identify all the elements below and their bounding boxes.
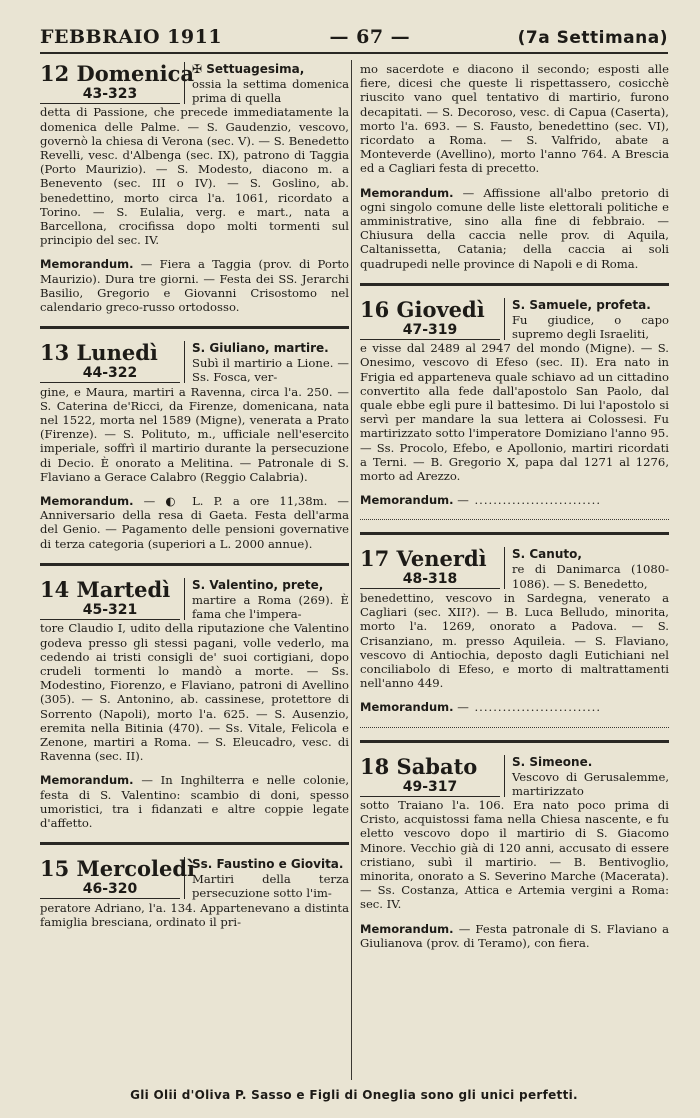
saint-name: S. Simeone. [512,754,593,769]
day-title: 13 Lunedì [40,340,158,366]
day-number: 47-319 [360,322,500,340]
dotted-rule [360,727,669,728]
memorandum-label: Memorandum. [360,185,454,200]
day-number: 49-317 [360,779,500,797]
dotted-rule [360,519,669,520]
side-text: ossia la settima domenica prima di quella [192,77,349,106]
memorandum-label: Memorandum. [40,773,134,788]
saint-name: S. Canuto, [512,547,582,562]
section-rule [40,326,349,329]
entry-body: benedettino, vescovo in Sardegna, venerato a Cagliari (sec. XII?). — B. Luca Belludo, minorita, morto l'a. 1269, onorato a Padova. — S. Crisanziano, m. presso Aquileia. — S. Flaviano, vescovo di Antiochia, deposto dagli Eutichiani nel conciliabolo di Efeso, e morto di maltrattamenti nell'anno 449. [360,590,669,691]
day-title: 14 Martedì [40,576,171,602]
entry-body: peratore Adriano, l'a. 134. Appartenevano a distinta famiglia bresciana, ordinato il pri- [40,900,349,929]
day-entry-15-continued [360,62,669,271]
side-text: martire a Roma (269). È fama che l'impera- [192,592,349,622]
memorandum-blank: — ........................... [457,493,602,508]
entry-body: sotto Traiano l'a. 106. Era nato poco prima di Cristo, acquistossi fama nella Chiesa nascente, e fu eletto vescovo dopo il martirio di S. Giacomo Minore. Vecchio già di 120 anni, accusato di essere cristiano, subì il martirio. — B. Bentivoglio, minorita, onorato a S. Severino Marche (Macerata). — Ss. Costanza, Attica e Artemia vergini a Roma: sec. IV. [360,797,669,912]
day-entry-17 [360,547,669,727]
memorandum [40,773,349,830]
day-number: 46-320 [40,881,180,899]
side-text: Subì il martirio a Lione. — Ss. Fosca, ver- [192,356,349,385]
memorandum [360,493,669,507]
side-text: Vescovo di Gerusalemme, martirizzato [512,769,669,798]
memorandum [360,186,669,271]
entry-body: detta di Passione, che precede immediatamente la domenica delle Palme. — S. Gaudenzio, vescovo, governò la chiesa di Verona (sec. V). — S. Benedetto Revelli, vesc. d'Albenga (sec. IX), patrono di Taggia (Porto Maurizio). — S. Modesto, diacono m. a Benevento (sec. III o IV). — S. Goslino, ab. benedettino, morto circa l'a. 1061, ricordato a Torino. — S. Eulalia, verg. e mart., nata a Barcellona, crocifissa dopo molti tormenti sul principio del sec. IV. [40,105,349,248]
day-title: 16 Giovedì [360,296,485,322]
entry-body: tore Claudio I, udito della riputazione che Valentino godeva presso gli stessi pagani, volle vederlo, ma cedendo ai tristi consigli de' suoi cortigiani, dopo crudeli tormenti lo mandò a morte. — Ss. Modestino, Fiorenzo, e Flaviano, patroni di Avellino (305). — S. Antonino, ab. cassinese, protettore di Sorrento (Napoli), morto l'a. 625. — S. Ausenzio, eremita nella Bitinia (470). — Ss. Vitale, Felicola e Zenone, martiri a Roma. — S. Eleucadro, vesc. di Ravenna (sec. II). [40,621,349,764]
section-rule [360,283,669,286]
memorandum-text: — Fiera a Taggia (prov. di Porto Maurizio). Dura tre giorni. — Festa dei SS. Jerarchi Basilio, Gregorio e Giovanni Crisostomo nel calendario greco-russo ortodosso. [40,257,349,315]
memorandum-text: — Festa patronale di S. Flaviano a Giulianova (prov. di Teramo), con fiera. [360,921,669,950]
day-title: 15 Mercoledì [40,856,195,882]
advertising-footer: Gli Olii d'Oliva P. Sasso e Figli di Oneglia sono gli unici perfetti. [130,1088,578,1102]
entry-body: gine, e Maura, martiri a Ravenna, circa l'a. 250. — S. Caterina de'Ricci, da Firenze, domenicana, nata nel 1522, morta nel 1589 (Migne), venerata a Prato (Firenze). — S. Polituto, m., ufficiale nell'esercito imperiale, soffrì il martirio durante la persecuzione di Decio. È onorato a Melitina. — Patronale di S. Flaviano a Gerace Calabro (Reggio Calabria). [40,384,349,484]
day-entry-12 [40,62,349,314]
memorandum-label: Memorandum. [360,493,454,508]
day-title: 12 Domenica [40,61,194,86]
day-entry-16 [360,298,669,521]
saint-name: ✠ Settuagesima, [192,62,305,76]
day-title: 18 Sabato [360,753,478,779]
memorandum [40,257,349,314]
memorandum-label: Memorandum. [40,257,134,272]
memorandum-label: Memorandum. [360,921,454,936]
page-header [40,22,668,48]
day-entry-14 [40,578,349,830]
header-week: (7a Settimana) [517,28,668,48]
day-number: 43-323 [40,86,180,104]
memorandum-text: — ◐ L. P. a ore 11,38m. — Anniversario della resa di Gaeta. Festa dell'arma del Genio. — Pagamento delle pensioni governative di terza categoria (superiori a L. 2000 annue). [40,494,349,551]
memorandum [360,922,669,950]
memorandum [40,494,349,551]
column-divider [351,60,352,1080]
right-column [360,62,669,950]
header-page-number: — 67 — [329,26,411,48]
day-entry-13 [40,341,349,551]
memorandum-text: — In Inghilterra e nelle colonie, festa di S. Valentino: scambio di doni, spesso umoristici, tra i fidanzati e altre coppie legate d'affetto. [40,773,349,830]
saint-name: S. Giuliano, martire. [192,341,329,356]
header-rule [40,52,668,54]
side-text: Fu giudice, o capo supremo degli Israeliti, [512,312,669,342]
memorandum [360,700,669,714]
section-rule [40,842,349,845]
saint-name: S. Valentino, prete, [192,577,324,592]
section-rule [360,740,669,743]
memorandum-blank: — ........................... [457,700,602,715]
header-month: FEBBRAIO 1911 [40,26,223,48]
saint-name: S. Samuele, profeta. [512,297,651,312]
day-entry-18 [360,755,669,950]
section-rule [40,563,349,566]
memorandum-label: Memorandum. [360,700,454,715]
day-number: 48-318 [360,571,500,589]
section-rule [360,532,669,535]
saint-name: Ss. Faustino e Giovita. [192,857,344,872]
side-text: Martiri della terza persecuzione sotto l'im- [192,872,349,901]
memorandum-label: Memorandum. [40,494,134,509]
day-entry-15 [40,857,349,929]
day-number: 44-322 [40,365,180,383]
day-title: 17 Venerdì [360,546,487,572]
side-text: re di Danimarca (1080-1086). — S. Benedetto, [512,562,669,591]
entry-body: e visse dal 2489 al 2947 del mondo (Migne). — S. Onesimo, vescovo di Efeso (sec. II). Era nato in Frigia ed apparteneva quale schiavo ad un cittadino convertito alla fede dall'apostolo San Paolo, dal quale ebbe egli pure il battesimo. Di lui l'apostolo si servì per mandare la sua lettera ai Colossesi. Fu martirizzato sotto l'imperatore Domiziano l'anno 95. — Ss. Procolo, Efebo, e Apollonio, martiri ricordati a Terni. — B. Gregorio X, papa dal 1271 al 1276, morto ad Arezzo. [360,341,669,484]
left-column [40,62,349,929]
day-number: 45-321 [40,602,180,620]
memorandum-text: — Affissione all'albo pretorio di ogni singolo comune delle liste elettorali politiche e amministrative, sino alla fine di febbraio. — Chiusura della caccia nelle prov. di Aquila, Caltanissetta, Catania; della caccia ai soli quadrupedi nelle province di Napoli e di Roma. [360,185,670,271]
entry-body-continued: mo sacerdote e diacono il secondo; esposti alle fiere, dicesi che queste li rispettassero, cosicchè riuscito vano quel tentativo di martirio, furono decapitati. — S. Decoroso, vesc. di Capua (Caserta), morto l'a. 693. — S. Fausto, benedettino (sec. VI), ricordato a Roma. — S. Valfrido, abate a Monteverde (Avellino), morto l'anno 764. A Brescia ed a Cagliari festa di precetto. [360,62,669,176]
